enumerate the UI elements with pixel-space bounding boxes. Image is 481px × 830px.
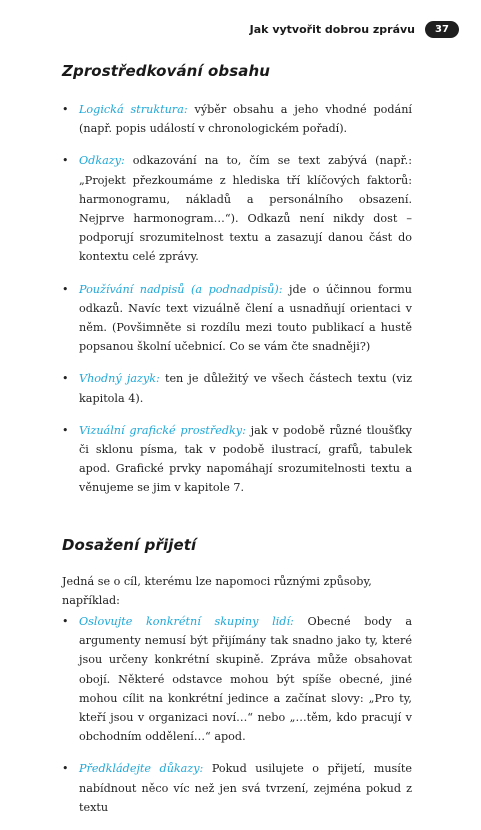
bullet-icon: • (62, 282, 69, 296)
bullet-icon: • (62, 615, 69, 629)
bullet-icon: • (62, 762, 69, 776)
list-item-text: jak v podobě různé tloušťky či sklonu písma, tak v podobě ilustrací, grafů, tabulek apod. Grafické prvky napomáhají srozumitelnosti textu a věnujeme se jim v kapitole 7. (79, 423, 412, 495)
list-item-term: Předkládejte důkazy: (79, 762, 204, 776)
list-item-text: výběr obsahu a jeho vhodné podání (např. popis událostí v chronologickém pořadí). (79, 103, 412, 136)
list-item-text: ten je důležitý ve všech částech textu (viz kapitola 4). (79, 372, 412, 405)
list-item (62, 151, 412, 266)
list-item-text: Pokud usilujete o přijetí, musíte nabídnout něco víc než jen svá tvrzení, zejména pokud z textu (79, 762, 412, 814)
list-item (62, 759, 412, 817)
list-item (62, 612, 412, 746)
list-item-term: Oslovujte konkrétní skupiny lidí: (79, 615, 294, 629)
list-item (62, 100, 412, 138)
list-item-term: Odkazy: (79, 154, 125, 168)
section-intro: Jedná se o cíl, kterému lze napomoci různými způsoby, například: (62, 574, 372, 607)
bullet-icon: • (62, 103, 69, 116)
list-item (62, 369, 412, 407)
section-heading-content: Zprostředkování obsahu (62, 62, 271, 80)
bullet-icon: • (62, 154, 69, 168)
list-item-text: jde o účinnou formu odkazů. Navíc text vizuálně člení a usnadňují orientaci v něm. (Povšimněte si rozdílu mezi touto publikací a hustě popsanou školní učebnicí. Co se vám čte snadněji?) (79, 282, 412, 354)
list-item-text: odkazování na to, čím se text zabývá (např.: „Projekt přezkoumáme z hlediska tří klíčových faktorů: harmonogramu, nákladů a personálního obsazení. Nejprve harmonogram…“). Odkazů není nikdy dost – podporují srozumitelnost textu a zasazují danou část do kontextu celé zprávy. (79, 154, 412, 264)
list-item-term: Vhodný jazyk: (79, 372, 160, 386)
list-item (62, 280, 412, 357)
list-item-term: Používání nadpisů (a podnadpisů): (79, 282, 283, 296)
running-title: Jak vytvořit dobrou zprávu (249, 22, 415, 36)
bullet-icon: • (62, 372, 69, 386)
list-item (62, 421, 412, 498)
list-item-text: Obecné body a argumenty nemusí být přijímány tak snadno jako ty, které jsou určeny konkrétní skupině. Zpráva může obsahovat obojí. Některé odstavce mohou být spíše obecné, jiné mohou cílit na konkrétní jedince a začínat slovy: „Pro ty, kteří jsou v organizaci noví…“ nebo „…těm, kdo pracují v obchodním oddělení…“ apod. (79, 615, 412, 744)
page-content (62, 58, 412, 830)
page-number-badge: 37 (425, 21, 459, 38)
list-item-term: Logická struktura: (79, 103, 188, 116)
bullet-list-content (62, 100, 412, 498)
list-item-term: Vizuální grafické prostředky: (79, 423, 246, 437)
bullet-list-acceptance (62, 612, 412, 817)
running-head (250, 20, 459, 38)
section-heading-acceptance: Dosažení přijetí (62, 535, 197, 554)
bullet-icon: • (62, 423, 69, 437)
